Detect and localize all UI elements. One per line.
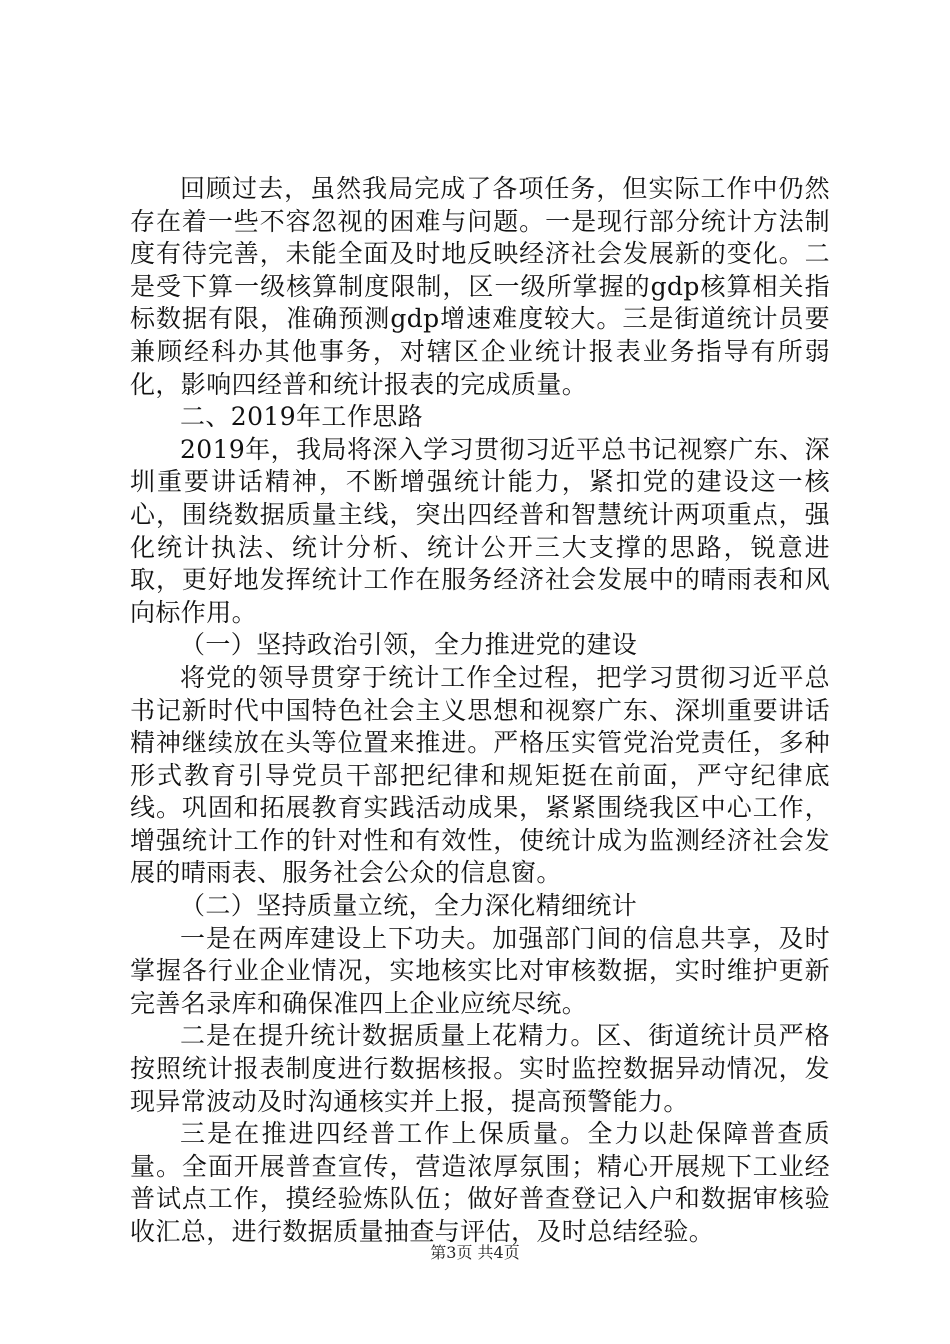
page-number-footer: 第3页 共4页 [430,1243,520,1262]
paragraph-difficulties: 回顾过去，虽然我局完成了各项任务，但实际工作中仍然存在着一些不容忽视的困难与问题。一是现行部分统计方法制度有待完善，未能全面及时地反映经济社会发展新的变化。二是受下算一级核算制度限制，区一级所掌握的gdp核算相关指标数据有限，准确预测gdp增速难度较大。三是街道统计员要兼顾经科办其他事务，对辖区企业统计报表业务指导有所弱化，影响四经普和统计报表的完成质量。 [130,174,830,399]
paragraph-fourth-census: 三是在推进四经普工作上保质量。全力以赴保障普查质量。全面开展普查宣传，营造浓厚氛围；精心开展规下工业经普试点工作，摸经验炼队伍；做好普查登记入户和数据审核验收汇总，进行数据质量抽查与评估，及时总结经验。 [130,1119,830,1246]
paragraph-2019-overview: 2019年，我局将深入学习贯彻习近平总书记视察广东、深圳重要讲话精神，不断增强统计能力，紧扣党的建设这一核心，围绕数据质量主线，突出四经普和智慧统计两项重点，强化统计执法、统计分析、统计公开三大支撑的思路，锐意进取，更好地发挥统计工作在服务经济社会发展中的晴雨表和风向标作用。 [130,434,830,627]
section-heading-2019-plan: 二、2019年工作思路 [180,402,424,432]
subheading-quality-statistics: （二）坚持质量立统，全力深化精细统计 [180,891,638,921]
document-body [130,173,830,1249]
paragraph-two-databases: 一是在两库建设上下功夫。加强部门间的信息共享，及时掌握各行业企业情况，实地核实比对审核数据，实时维护更新完善名录库和确保准四上企业应统尽统。 [130,923,830,1018]
paragraph-data-quality: 二是在提升统计数据质量上花精力。区、街道统计员严格按照统计报表制度进行数据核报。实时监控数据异动情况，发现异常波动及时沟通核实并上报，提高预警能力。 [130,1021,830,1116]
subheading-party-building: （一）坚持政治引领，全力推进党的建设 [180,630,638,660]
paragraph-party-building: 将党的领导贯穿于统计工作全过程，把学习贯彻习近平总书记新时代中国特色社会主义思想和视察广东、深圳重要讲话精神继续放在头等位置来推进。严格压实管党治党责任，多种形式教育引导党员干部把纪律和规矩挺在前面，严守纪律底线。巩固和拓展教育实践活动成果，紧紧围绕我区中心工作，增强统计工作的针对性和有效性，使统计成为监测经济社会发展的晴雨表、服务社会公众的信息窗。 [130,662,830,888]
